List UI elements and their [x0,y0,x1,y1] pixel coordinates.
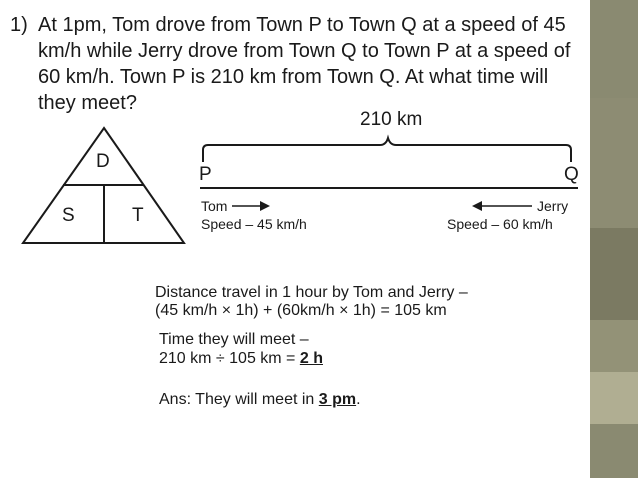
jerry-speed: Speed – 60 km/h [447,216,553,232]
sidebar-band [590,424,638,478]
right-arrow-icon [232,198,272,214]
distance-label: 210 km [360,109,423,130]
answer-line [159,391,361,409]
solution-line-3: Time they will meet – [159,331,309,348]
answer-value: 3 pm [318,391,357,408]
sidebar-band [590,320,638,372]
point-q-label: Q [564,164,579,185]
question-number: 1) [10,14,28,36]
solution-time-answer: 2 h [299,350,323,367]
question-text: At 1pm, Tom drove from Town P to Town Q at a speed of 45 km/h while Jerry drove from Town Q to Town P at a speed of 60 km/h. Town P is 210 km from Town Q. At what time will they meet? [38,14,571,114]
sidebar-band [590,98,638,228]
sidebar-band [590,372,638,424]
solution-line-4-text: 210 km ÷ 105 km = [159,350,300,367]
left-arrow-icon [470,198,534,214]
triangle-d-label: D [96,151,110,172]
sidebar-band [590,228,638,320]
solution-line-1: Distance travel in 1 hour by Tom and Jerry – [155,284,468,301]
answer-text: Ans: They will meet in [159,391,319,408]
decorative-sidebar [590,0,638,478]
tom-speed: Speed – 45 km/h [201,216,307,232]
jerry-label: Jerry [537,198,569,214]
tom-label: Tom [201,198,228,214]
triangle-t-label: T [132,205,144,226]
point-p-label: P [199,164,212,185]
answer-period: . [356,391,361,408]
sidebar-band [590,0,638,98]
solution-line-4 [159,350,323,368]
solution-line-2: (45 km/h × 1h) + (60km/h × 1h) = 105 km [155,302,447,319]
triangle-s-label: S [62,205,75,226]
